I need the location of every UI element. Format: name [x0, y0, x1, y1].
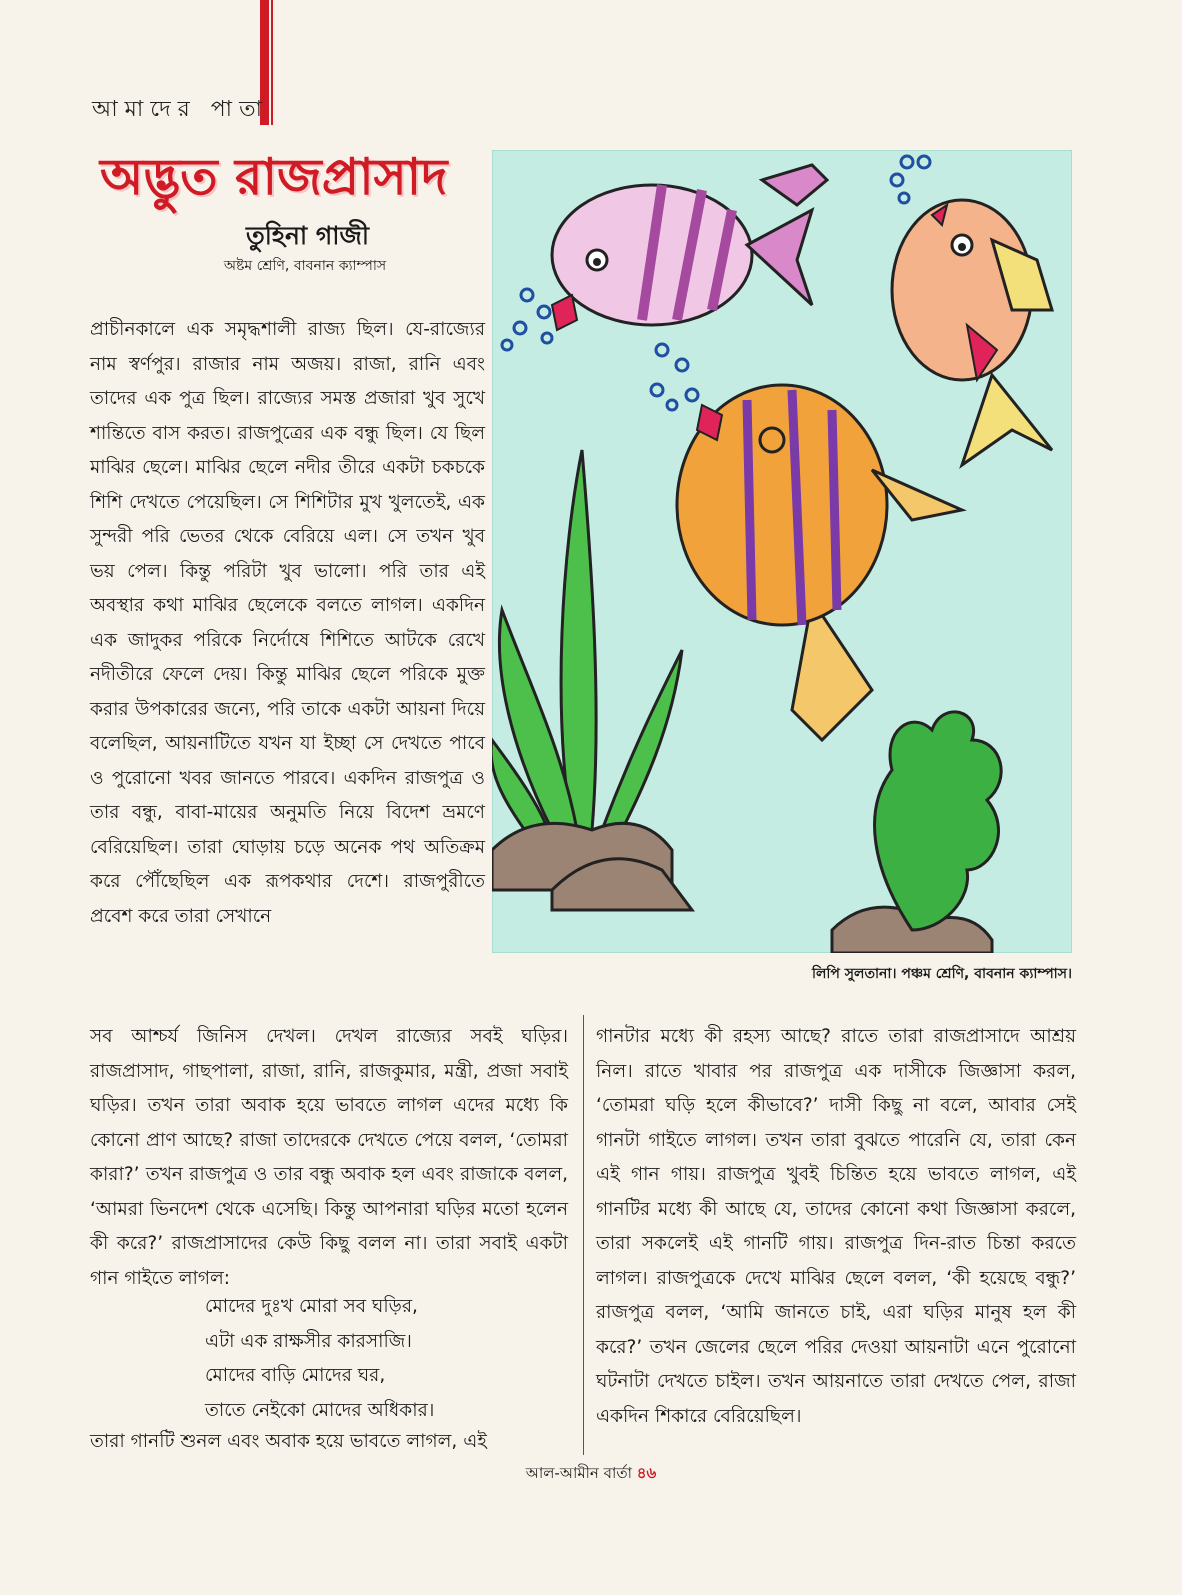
article-title: অদ্ভুত রাজপ্রাসাদ — [100, 148, 448, 206]
article-author: তুহিনা গাজী — [245, 221, 370, 250]
illustration-caption: লিপি সুলতানা। পঞ্চম শ্রেণি, বাবনান ক্যাম্পাস। — [811, 966, 1072, 982]
magazine-name: আল-আমীন বার্তা — [525, 1464, 632, 1482]
column-divider — [583, 1015, 584, 1455]
body-text-column-1-end: তারা গানটি শুনল এবং অবাক হয়ে ভাবতে লাগল, এই — [90, 1431, 487, 1452]
section-label: আমাদের পাতা — [92, 97, 269, 122]
page-number: ৪৬ — [636, 1464, 657, 1482]
poem — [205, 1290, 434, 1428]
body-text-column-1-bottom: সব আশ্চর্য জিনিস দেখল। দেখল রাজ্যের সবই ঘড়ির। রাজপ্রাসাদ, গাছপালা, রাজা, রানি, রাজকুমার, মন্ত্রী, প্রজা সবাই ঘড়ির। তখন তারা অবাক হয়ে ভাবতে লাগল এদের মধ্যে কি কোনো প্রাণ আছে? রাজা তাদেরকে দেখতে পেয়ে বলল, ‘তোমরা কারা?’ তখন রাজপুত্র ও তার বন্ধু অবাক হল এবং রাজাকে বলল, ‘আমরা ভিনদেশ থেকে এসেছি। কিন্তু আপনারা ঘড়ির মতো হলেন কী করে?’ রাজপ্রাসাদের কেউ কিছু বলল না। তারা সবাই একটা গান গাইতে লাগল: — [90, 1026, 568, 1289]
body-text-column-1-top: প্রাচীনকালে এক সমৃদ্ধশালী রাজ্য ছিল। যে-রাজ্যের নাম স্বর্ণপুর। রাজার নাম অজয়। রাজা, রানি এবং তাদের এক পুত্র ছিল। রাজ্যের সমস্ত প্রজারা খুব সুখে শান্তিতে বাস করত। রাজপুত্রের এক বন্ধু ছিল। যে ছিল মাঝির ছেলে। মাঝির ছেলে নদীর তীরে একটা চকচকে শিশি দেখতে পেয়েছিল। সে শিশিটার মুখ খুলতেই, এক সুন্দরী পরি ভেতর থেকে বেরিয়ে এল। সে তখন খুব ভয় পেল। কিন্তু পরিটা খুব ভালো। পরি তার এই অবস্থার কথা মাঝির ছেলেকে বলতে লাগল। একদিন এক জাদুকর পরিকে নির্দোষে শিশিতে আটকে রেখে নদীতীরে ফেলে দেয়। কিন্তু মাঝির ছেলে পরিকে মুক্ত করার উপকারের জন্যে, পরি তাকে একটা আয়না দিয়ে বলেছিল, আয়নাটিতে যখন যা ইচ্ছা সে দেখতে পাবে ও পুরোনো খবর জানতে পারবে। একদিন রাজপুত্র ও তার বন্ধু, বাবা-মায়ের অনুমতি নিয়ে বিদেশ ভ্রমণে বেরিয়েছিল। তারা ঘোড়ায় চড়ে অনেক পথ অতিক্রম করে পৌঁছেছিল এক রূপকথার দেশে। রাজপুরীতে প্রবেশ করে তারা সেখানে — [90, 319, 485, 927]
body-text-column-2: গানটার মধ্যে কী রহস্য আছে? রাতে তারা রাজপ্রাসাদে আশ্রয় নিল। রাতে খাবার পর রাজপুত্র এক দাসীকে জিজ্ঞাসা করল, ‘তোমরা ঘড়ি হলে কীভাবে?’ দাসী কিছু না বলে, আবার সেই গানটা গাইতে লাগল। তখন তারা বুঝতে পারেনি যে, তারা কেন এই গান গায়। রাজপুত্র খুবই চিন্তিত হয়ে ভাবতে লাগল, এই গানটির মধ্যে কী আছে যে, তাদের কোনো কথা জিজ্ঞাসা করলে, তারা সকলেই এই গানটি গায়। রাজপুত্র দিন-রাত চিন্তা করতে লাগল। রাজপুত্রকে দেখে মাঝির ছেলে বলল, ‘কী হয়েছে বন্ধু?’ রাজপুত্র বলল, ‘আমি জানতে চাই, এরা ঘড়ির মানুষ হল কী করে?’ তখন জেলের ছেলে পরির দেওয়া আয়নাটা এনে পুরোনো ঘটনাটা দেখতে চাইল। তখন আয়নাতে তারা দেখতে পেল, রাজা একদিন শিকারে বেরিয়েছিল। — [596, 1026, 1076, 1427]
poem-line: মোদের বাড়ি মোদের ঘর, — [205, 1365, 386, 1386]
header-red-rule — [271, 0, 273, 125]
author-affiliation: অষ্টম শ্রেণি, বাবনান ক্যাম্পাস — [223, 258, 387, 274]
poem-line: তাতে নেইকো মোদের অধিকার। — [205, 1399, 435, 1421]
page-footer — [0, 1462, 1182, 1487]
fish-illustration — [492, 150, 1072, 953]
poem-line: মোদের দুঃখ মোরা সব ঘড়ির, — [205, 1296, 418, 1317]
poem-line: এটা এক রাক্ষসীর কারসাজি। — [205, 1330, 412, 1352]
